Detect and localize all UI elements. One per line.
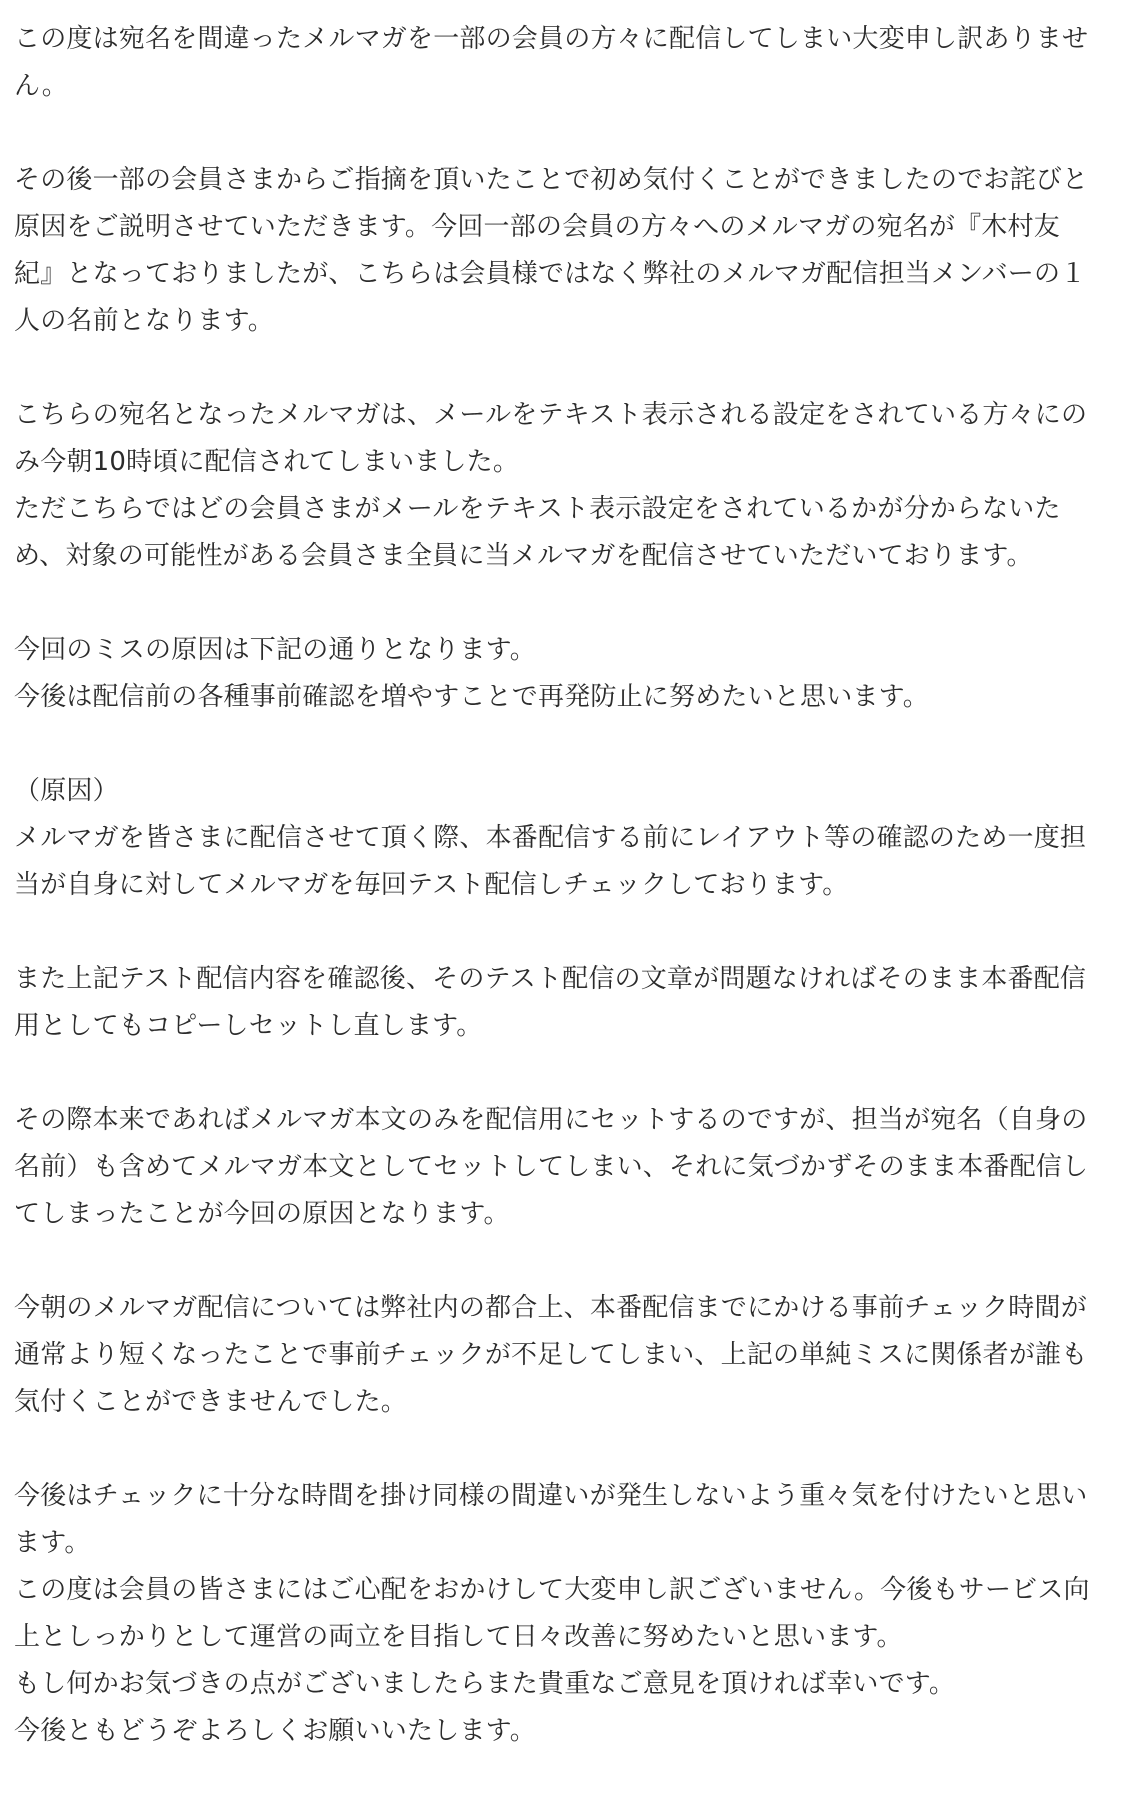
text-line: てしまったことが今回の原因となります。 — [14, 1199, 510, 1229]
text-line: この度は宛名を間違ったメルマガを一部の会員の方々に配信してしまい大変申し訳ありませ — [14, 24, 1089, 54]
text-line: こちらの宛名となったメルマガは、メールをテキスト表示される設定をされている方々にの — [14, 400, 1088, 430]
text-line: 用としてもコピーしセットし直します。 — [14, 1011, 483, 1041]
text-line: 上としっかりとして運営の両立を目指して日々改善に努めたいと思います。 — [14, 1622, 903, 1652]
text-line: 当が自身に対してメルマガを毎回テスト配信しチェックしております。 — [14, 870, 849, 900]
paragraph-gap — [14, 1050, 1130, 1097]
paragraph-cause-summary — [14, 627, 1130, 721]
text-line: メルマガを皆さまに配信させて頂く際、本番配信する前にレイアウト等の確認のため一度担 — [14, 823, 1087, 853]
text-line: 今朝のメルマガ配信については弊社内の都合上、本番配信までにかける事前チェック時間が — [14, 1293, 1087, 1323]
text-line: もし何かお気づきの点がございましたらまた貴重なご意見を頂ければ幸いです。 — [14, 1669, 956, 1699]
text-line: 気付くことができませんでした。 — [14, 1387, 408, 1417]
text-line: 原因をご説明させていただきます。今回一部の会員の方々へのメルマガの宛名が『木村友 — [14, 212, 1060, 242]
text-line: 今後ともどうぞよろしくお願いいたします。 — [14, 1716, 536, 1746]
paragraph-gap — [14, 721, 1130, 768]
text-line: （原因） — [14, 776, 119, 806]
paragraph-delivery-details — [14, 392, 1130, 580]
paragraph-explanation — [14, 157, 1130, 345]
text-line: み今朝10時頃に配信されてしまいました。 — [14, 447, 520, 477]
text-line: ただこちらではどの会員さまがメールをテキスト表示設定をされているかが分からないた — [14, 494, 1061, 524]
text-line: ます。 — [14, 1528, 91, 1558]
text-line: 今後は配信前の各種事前確認を増やすことで再発防止に努めたいと思います。 — [14, 682, 929, 712]
paragraph-gap — [14, 909, 1130, 956]
paragraph-gap — [14, 1426, 1130, 1473]
text-line: 今回のミスの原因は下記の通りとなります。 — [14, 635, 536, 665]
text-line: その際本来であればメルマガ本文のみを配信用にセットするのですが、担当が宛名（自身の — [14, 1105, 1088, 1135]
paragraph-cause-detail — [14, 768, 1130, 909]
paragraph-gap — [14, 345, 1130, 392]
text-line: この度は会員の皆さまにはご心配をおかけして大変申し訳ございません。今後もサービス向 — [14, 1575, 1090, 1605]
text-line: また上記テスト配信内容を確認後、そのテスト配信の文章が問題なければそのまま本番配信 — [14, 964, 1087, 994]
text-line: 通常より短くなったことで事前チェックが不足してしまい、上記の単純ミスに関係者が誰も — [14, 1340, 1088, 1370]
paragraph-gap — [14, 580, 1130, 627]
text-line: 今後はチェックに十分な時間を掛け同様の間違いが発生しないよう重々気を付けたいと思い — [14, 1481, 1088, 1511]
text-line: ん。 — [14, 71, 68, 101]
text-line: 紀』となっておりましたが、こちらは会員様ではなく弊社のメルマガ配信担当メンバーの１ — [14, 259, 1087, 289]
text-line: その後一部の会員さまからご指摘を頂いたことで初め気付くことができましたのでお詫びと — [14, 165, 1089, 195]
paragraph-gap — [14, 110, 1130, 157]
paragraph-apology-intro — [14, 16, 1130, 110]
paragraph-closing — [14, 1473, 1130, 1755]
text-line: め、対象の可能性がある会員さま全員に当メルマガを配信させていただいております。 — [14, 541, 1033, 571]
paragraph-mistake — [14, 1097, 1130, 1238]
paragraph-gap — [14, 1238, 1130, 1285]
paragraph-test-copy — [14, 956, 1130, 1050]
text-line: 名前）も含めてメルマガ本文としてセットしてしまい、それに気づかずそのまま本番配信し — [14, 1152, 1089, 1182]
text-line: 人の名前となります。 — [14, 306, 274, 336]
paragraph-check-time — [14, 1285, 1130, 1426]
